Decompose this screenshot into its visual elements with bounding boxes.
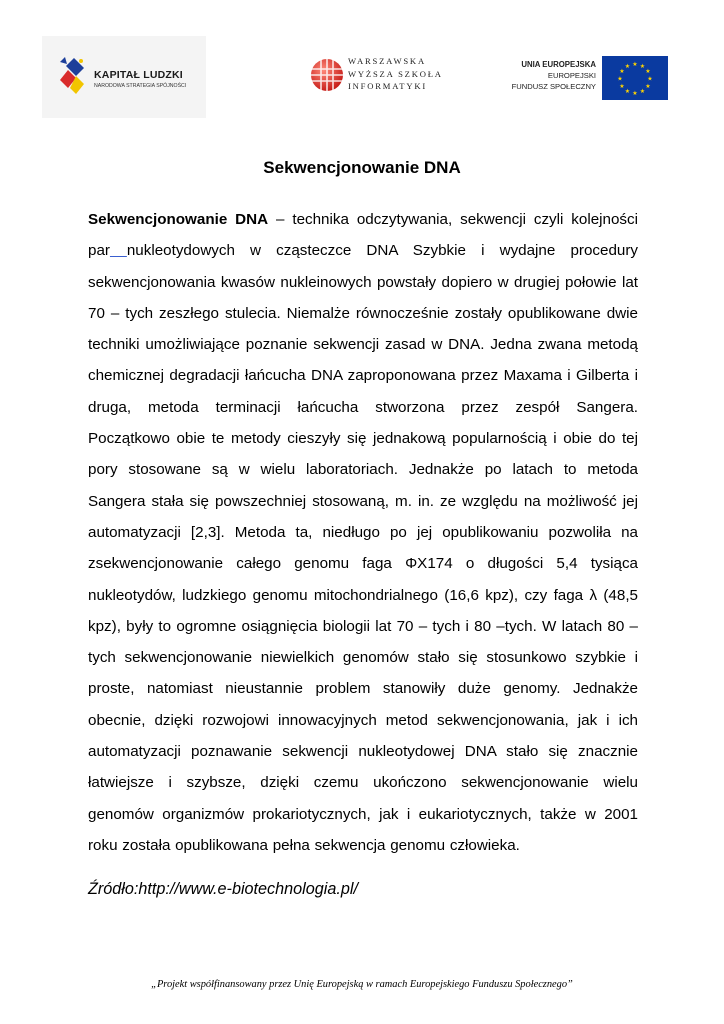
kapital-ludzki-title: KAPITAŁ LUDZKI bbox=[94, 69, 183, 81]
svg-text:★: ★ bbox=[632, 61, 638, 68]
wwsi-line-1: WARSZAWSKA bbox=[348, 56, 426, 66]
kapital-ludzki-logo bbox=[42, 36, 206, 118]
svg-text:★: ★ bbox=[645, 68, 651, 75]
eu-logo bbox=[500, 56, 670, 100]
document-body bbox=[88, 204, 638, 861]
footer-note: „Projekt współfinansowany przez Unię Europejską w ramach Europejskiego Funduszu Społecznego” bbox=[151, 979, 573, 990]
svg-text:★: ★ bbox=[639, 63, 646, 70]
wwsi-line-2: WYŻSZA SZKOŁA bbox=[348, 68, 443, 79]
svg-text:★: ★ bbox=[645, 83, 651, 90]
kapital-ludzki-subtitle: NARODOWA STRATEGIA SPÓJNOŚCI bbox=[94, 83, 187, 89]
kapital-ludzki-emblem-icon bbox=[54, 54, 90, 98]
wwsi-ball-icon bbox=[310, 58, 344, 92]
svg-text:★: ★ bbox=[624, 88, 631, 95]
svg-text:★: ★ bbox=[632, 90, 638, 97]
term-bold: Sekwencjonowanie DNA bbox=[88, 211, 269, 228]
underlined-gap bbox=[110, 242, 127, 259]
eu-line-3: FUNDUSZ SPOŁECZNY bbox=[511, 82, 596, 91]
wwsi-logo bbox=[302, 50, 442, 98]
body-intro: – technika odczytywania, sekwencji czyli kolejności par bbox=[88, 211, 638, 260]
wwsi-line-3: INFORMATYKI bbox=[348, 81, 428, 91]
eu-flag-icon bbox=[602, 56, 668, 100]
eu-line-1: UNIA EUROPEJSKA bbox=[521, 60, 596, 69]
eu-logo-text bbox=[512, 59, 596, 92]
eu-line-2: EUROPEJSKI bbox=[547, 71, 596, 80]
source-line: Źródło:http://www.e-biotechnologia.pl/ bbox=[88, 880, 358, 898]
svg-text:★: ★ bbox=[619, 83, 625, 90]
body-paragraph: nukleotydowych w cząsteczce DNA Szybkie i wydajne procedury sekwencjonowania kwasów nukleinowych powstały dopiero w drugiej połowie lat 70 – tych zeszłego stulecia. Niemalże równocześnie zostały opublikowane dwie techniki umożliwiające poznanie sekwencji zasad w DNA. Jedna zwana metodą chemicznej degradacji łańcucha DNA zaproponowana przez Maxama i Gilberta i druga, metoda terminacji łańcucha stworzona przez zespół Sangera. Początkowo obie te metody cieszyły się jednakową popularnością i obie do tej pory stosowane są w wielu laboratoriach. Jednakże po latach to metoda Sangera stała się powszechniej stosowaną, m. in. ze względu na możliwość jej automatyzacji [2,3]. Metoda ta, niedługo po jej opublikowaniu pozwoliła na zsekwencjonowanie całego genomu faga ΦX174 o długości 5,4 tysiąca nukleotydów, ludzkiego genomu mitochondrialnego (16,6 kpz), czy faga λ (48,5 kpz), były to ogromne osiągnięcia biologii lat 70 – tych i 80 –tych. W latach 80 – tych sekwencjonowanie niewielkich genomów stało się stosunkowo szybkie i proste, natomiast nieustannie problem stanowiły duże genomy. Jednakże obecnie, dzięki rozwojowi innowacyjnych metod sekwencjonowania, jak i ich automatyzacji poznawanie sekwencji nukleotydowej DNA stało się znacznie łatwiejsze i szybsze, dzięki czemu ukończono sekwencjonowanie wielu genomów organizmów prokariotycznych, jak i eukariotycznych, także w 2001 roku została opublikowana pełna sekwencja genomu człowieka. bbox=[88, 242, 638, 854]
svg-text:★: ★ bbox=[624, 63, 631, 70]
svg-text:★: ★ bbox=[639, 88, 646, 95]
svg-text:★: ★ bbox=[619, 68, 625, 75]
wwsi-name bbox=[348, 55, 443, 93]
document-title: Sekwencjonowanie DNA bbox=[263, 158, 461, 177]
svg-text:★: ★ bbox=[647, 75, 653, 83]
page-header bbox=[0, 0, 724, 120]
svg-text:★: ★ bbox=[617, 75, 623, 83]
